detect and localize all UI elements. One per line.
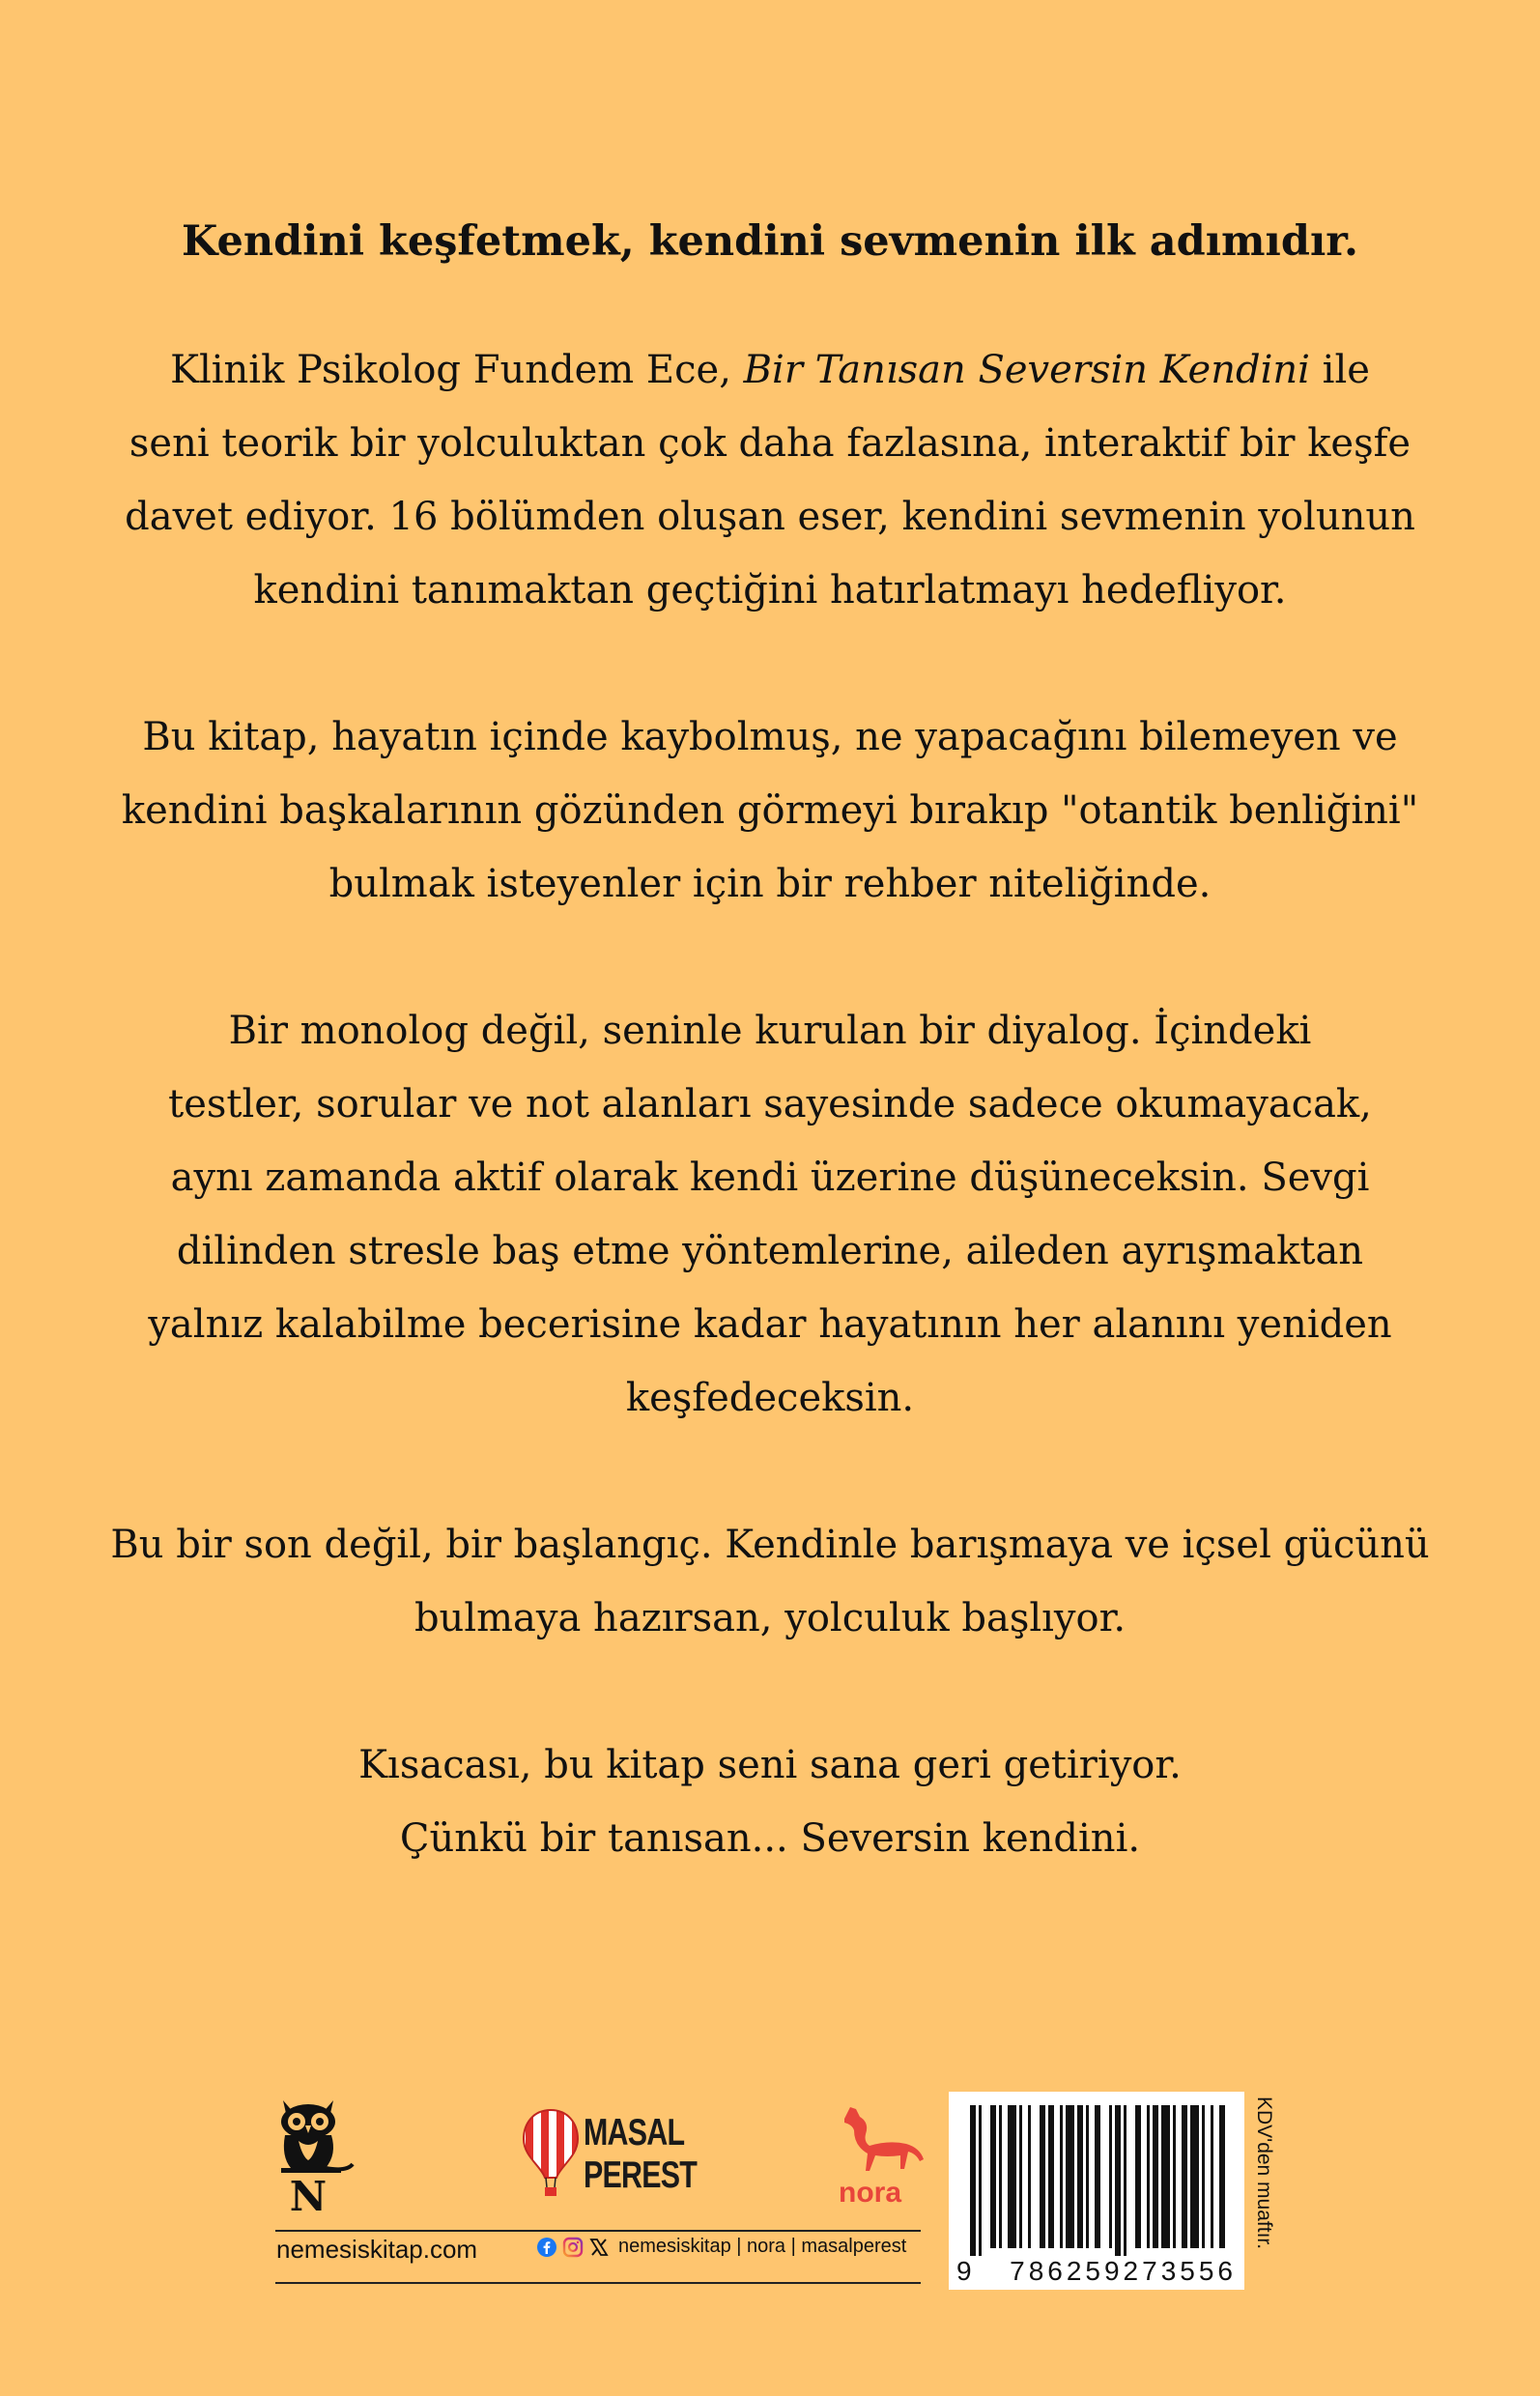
paragraph-line: davet ediyor. 16 bölümden oluşan eser, kendini sevmenin yolunun — [125, 494, 1415, 539]
barcode-bar — [1086, 2105, 1089, 2248]
barcode-bar — [1109, 2105, 1112, 2248]
paragraph-line: yalnız kalabilme becerisine kadar hayatının her alanını yeniden — [148, 1301, 1392, 1347]
barcode-bar — [1066, 2105, 1074, 2248]
greyhound-icon — [831, 2101, 927, 2179]
owl-logo-icon — [275, 2096, 357, 2212]
paragraph-closing — [106, 1728, 1434, 1875]
paragraph-line: kendini tanımaktan geçtiğini hatırlatmayı hedefliyor. — [253, 567, 1287, 613]
barcode-bar — [1040, 2105, 1045, 2248]
barcode-bar — [1008, 2105, 1016, 2248]
owl-letter: N — [289, 2173, 328, 2212]
paragraph-line: testler, sorular ve not alanları sayesinde sadece okumayacak, — [168, 1081, 1372, 1127]
barcode-bar — [1211, 2105, 1213, 2248]
paragraph-line: bulmak isteyenler için bir rehber niteliğinde. — [328, 861, 1212, 906]
paragraph-line: Bu bir son değil, bir başlangıç. Kendinle barışmaya ve içsel gücünü — [110, 1522, 1430, 1567]
barcode-bar — [979, 2105, 982, 2256]
paragraph-line — [106, 333, 1434, 407]
headline: Kendini keşfetmek, kendini sevmenin ilk adımıdır. — [182, 217, 1358, 266]
barcode-first-digit: 9 — [956, 2256, 972, 2286]
paragraph-dialogue — [106, 994, 1434, 1435]
paragraph-line: Kısacası, bu kitap seni sana geri getiriyor. — [358, 1742, 1182, 1787]
social-handles-text: nemesiskitap | nora | masalperest — [618, 2236, 907, 2257]
hot-air-balloon-icon — [522, 2106, 580, 2203]
barcode-bar — [1135, 2105, 1141, 2248]
barcode-bar — [1190, 2105, 1199, 2248]
barcode-bar — [970, 2105, 976, 2256]
barcode-bar — [1028, 2105, 1031, 2248]
kdv-note: KDV'den muaftır. — [1253, 2096, 1275, 2250]
paragraph-line: bulmaya hazırsan, yolculuk başlıyor. — [414, 1595, 1126, 1640]
paragraph-line: seni teorik bir yolculuktan çok daha fazlasına, interaktif bir keşfe — [128, 420, 1412, 466]
paragraph-intro — [106, 333, 1434, 627]
nora-wordmark: nora — [839, 2177, 902, 2209]
text-span: ile — [1309, 347, 1370, 392]
website-link[interactable]: nemesiskitap.com — [276, 2235, 478, 2264]
barcode-bar — [1095, 2105, 1100, 2248]
instagram-icon[interactable] — [562, 2237, 584, 2258]
paragraph-audience — [106, 700, 1434, 921]
back-cover-text — [106, 217, 1434, 1949]
paragraph-line: aynı zamanda aktif olarak kendi üzerine düşüneceksin. Sevgi — [170, 1155, 1370, 1200]
text-span: Klinik Psikolog Fundem Ece, — [170, 347, 744, 392]
perest-line: PEREST — [584, 2154, 698, 2196]
barcode-bar — [1048, 2105, 1054, 2248]
x-icon[interactable] — [588, 2237, 610, 2258]
nora-logo — [831, 2101, 927, 2212]
social-handles — [536, 2236, 906, 2258]
masal-line: MASAL — [584, 2112, 685, 2154]
paragraph-line: Çünkü bir tanısan... Seversin kendini. — [399, 1815, 1141, 1861]
barcode-bar — [1153, 2105, 1158, 2248]
masal-perest-wordmark — [584, 2112, 697, 2197]
paragraph-line: dilinden stresle baş etme yöntemlerine, aileden ayrışmaktan — [176, 1228, 1364, 1273]
isbn-barcode — [949, 2092, 1244, 2290]
masal-perest-logo — [522, 2106, 705, 2212]
paragraph-line: Bu kitap, hayatın içinde kaybolmuş, ne yapacağını bilemeyen ve — [142, 714, 1398, 759]
barcode-bar — [1182, 2105, 1187, 2248]
paragraph-line: kendini başkalarının gözünden görmeyi bırakıp "otantik benliğini" — [121, 787, 1419, 833]
barcode-bar — [1219, 2105, 1225, 2248]
barcode-number — [949, 2256, 1244, 2287]
barcode-bar — [1115, 2105, 1121, 2256]
barcode-bar — [1147, 2105, 1150, 2248]
barcode-bar — [1124, 2105, 1126, 2256]
barcode-bar — [1019, 2105, 1022, 2248]
paragraph-beginning — [106, 1508, 1434, 1655]
footer-divider — [275, 2230, 921, 2232]
paragraph-line: keşfedeceksin. — [625, 1375, 915, 1420]
barcode-bar — [990, 2105, 996, 2248]
book-title: Bir Tanısan Seversin Kendini — [743, 347, 1310, 392]
barcode-bar — [1161, 2105, 1170, 2248]
barcode-bar — [1173, 2105, 1176, 2248]
barcode-bar — [1202, 2105, 1205, 2248]
barcode-bars — [949, 2092, 1244, 2256]
barcode-bar — [1060, 2105, 1063, 2248]
barcode-bar — [999, 2105, 1002, 2248]
barcode-bar — [1077, 2105, 1083, 2248]
facebook-icon[interactable] — [536, 2237, 557, 2258]
barcode-digits: 786259273556 — [1010, 2256, 1237, 2286]
footer-divider — [275, 2282, 921, 2284]
paragraph-line: Bir monolog değil, seninle kurulan bir diyalog. İçindeki — [228, 1008, 1312, 1053]
